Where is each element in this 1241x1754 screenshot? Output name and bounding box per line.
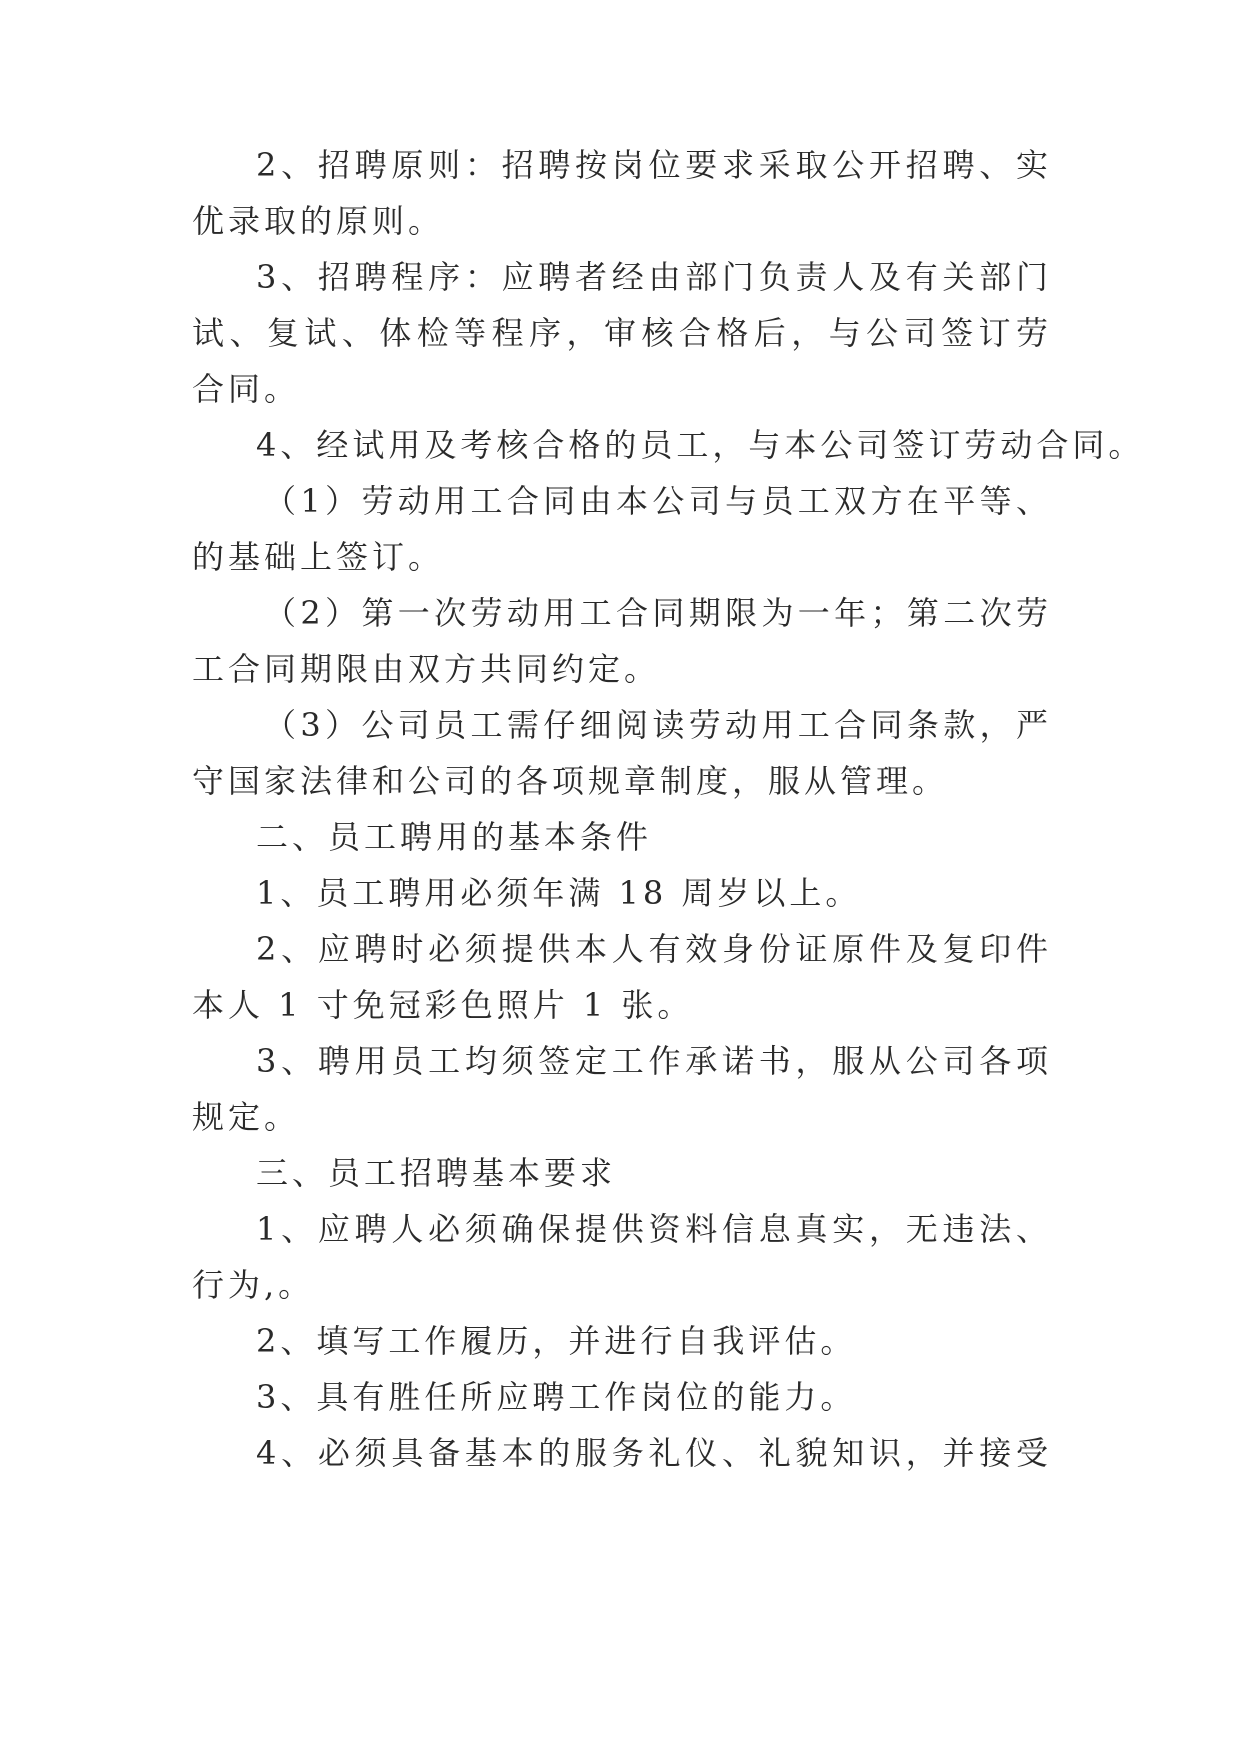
section-heading: 二、员工聘用的基本条件 xyxy=(256,818,653,856)
paragraph-line: （3）公司员工需仔细阅读劳动用工合同条款，严 xyxy=(264,706,1052,744)
paragraph-line: 1、员工聘用必须年满 18 周岁以上。 xyxy=(256,874,862,912)
paragraph-line: 优录取的原则。 xyxy=(192,202,445,240)
paragraph-line: 规定。 xyxy=(192,1098,301,1136)
paragraph-line: （2）第一次劳动用工合同期限为一年；第二次劳 xyxy=(264,594,1052,632)
paragraph-line: 3、招聘程序：应聘者经由部门负责人及有关部门 xyxy=(256,258,1052,296)
paragraph-line: 守国家法律和公司的各项规章制度，服从管理。 xyxy=(192,762,949,800)
paragraph-line: 2、应聘时必须提供本人有效身份证原件及复印件 xyxy=(256,930,1052,968)
paragraph-line: （1）劳动用工合同由本公司与员工双方在平等、 xyxy=(264,482,1052,520)
paragraph-line: 4、经试用及考核合格的员工，与本公司签订劳动合同。 xyxy=(256,426,1145,464)
paragraph-line: 3、具有胜任所应聘工作岗位的能力。 xyxy=(256,1378,857,1416)
paragraph-line: 2、招聘原则：招聘按岗位要求采取公开招聘、实 xyxy=(256,146,1052,184)
paragraph-line: 的基础上签订。 xyxy=(192,538,445,576)
paragraph-line: 4、必须具备基本的服务礼仪、礼貌知识，并接受 xyxy=(256,1434,1052,1472)
paragraph-line: 1、应聘人必须确保提供资料信息真实，无违法、 xyxy=(256,1210,1052,1248)
paragraph-line: 试、复试、体检等程序，审核合格后，与公司签订劳 xyxy=(192,314,1052,352)
paragraph-line: 合同。 xyxy=(192,370,301,408)
paragraph-line: 工合同期限由双方共同约定。 xyxy=(192,650,661,688)
paragraph-line: 本人 1 寸免冠彩色照片 1 张。 xyxy=(192,986,694,1024)
paragraph-line: 2、填写工作履历，并进行自我评估。 xyxy=(256,1322,857,1360)
section-heading: 三、员工招聘基本要求 xyxy=(256,1154,617,1192)
paragraph-line: 3、聘用员工均须签定工作承诺书，服从公司各项 xyxy=(256,1042,1052,1080)
paragraph-line: 行为,。 xyxy=(192,1266,315,1304)
